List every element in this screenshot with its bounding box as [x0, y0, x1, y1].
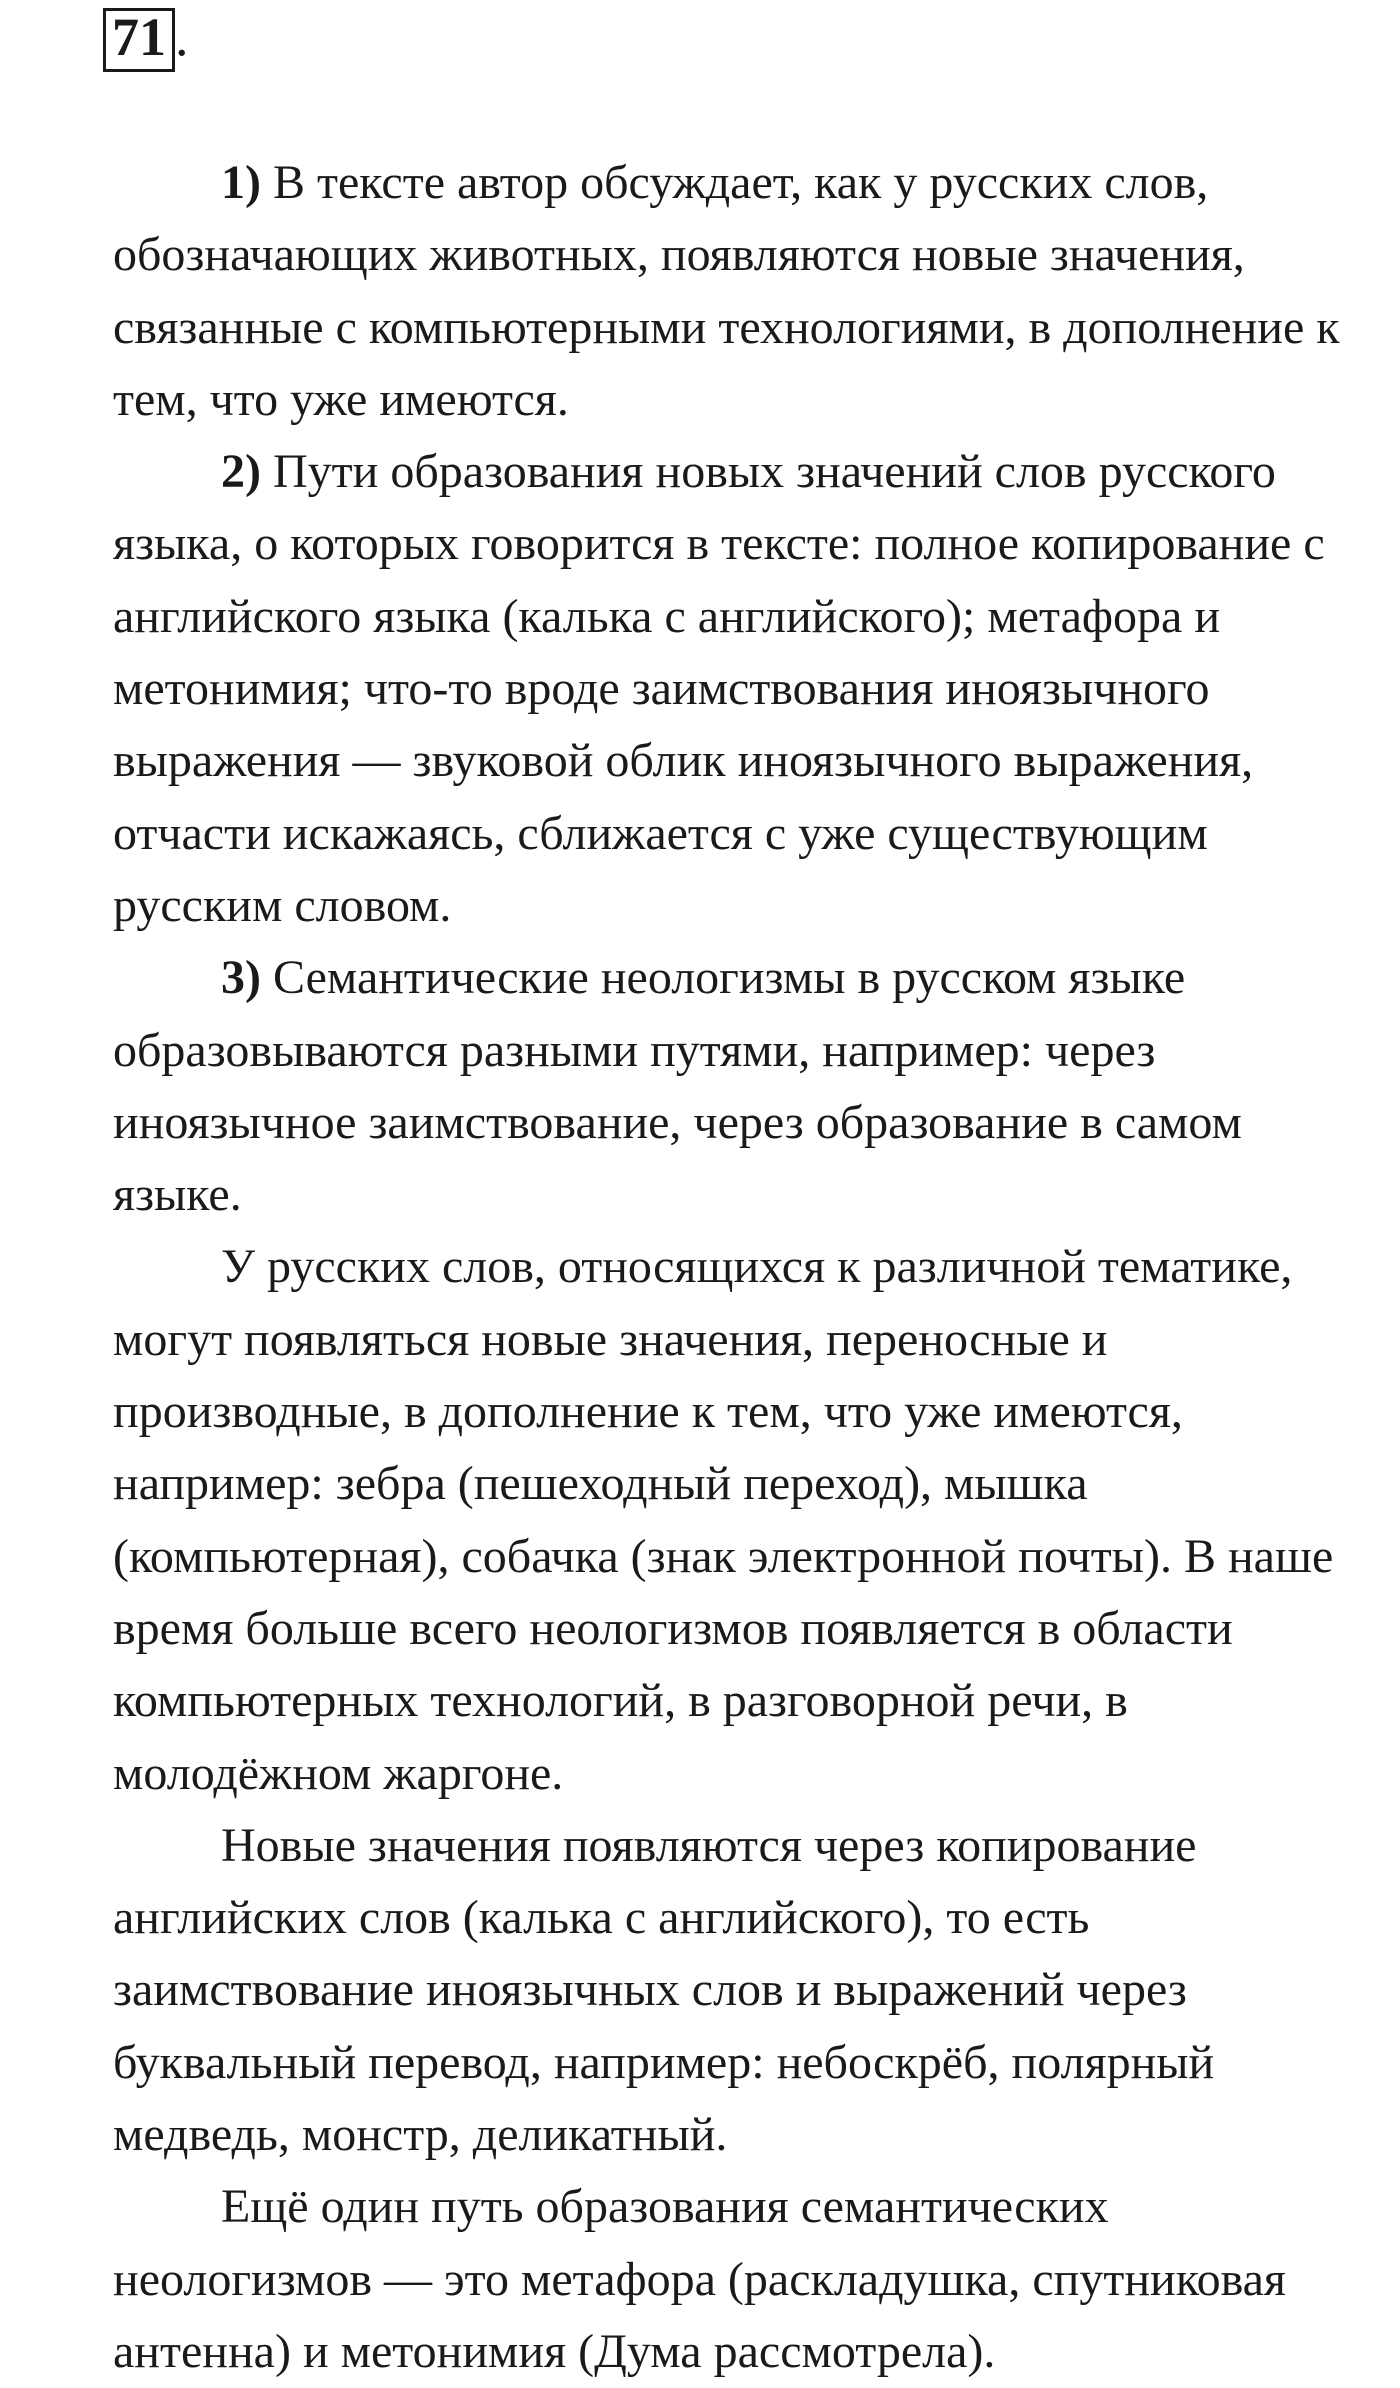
text-line: иноязычное заимствование, через образование в самом: [113, 1095, 1242, 1149]
text-line: время больше всего неологизмов появляется в области: [113, 1601, 1233, 1655]
paragraph-4: [5, 1231, 1400, 1809]
text-line: Новые значения появляются через копирование: [221, 1818, 1197, 1872]
exercise-number: [103, 8, 189, 72]
paragraph-6: [5, 2171, 1400, 2388]
text-line: русским словом.: [113, 878, 452, 932]
text-line: например: зебра (пешеходный переход), мышка: [113, 1457, 1088, 1511]
text-line: 2) Пути образования новых значений слов русского: [221, 445, 1276, 499]
text-line: английских слов (калька с английского), то есть: [113, 1891, 1090, 1945]
text-line: компьютерных технологий, в разговорной речи, в: [113, 1674, 1128, 1728]
item-marker: 2): [221, 445, 261, 499]
text-line: 1) В тексте автор обсуждает, как у русских слов,: [221, 156, 1209, 209]
text-line: обозначающих животных, появляются новые значения,: [113, 228, 1245, 282]
paragraph-1: [5, 147, 1400, 436]
text-line: языка, о которых говорится в тексте: полное копирование с: [113, 517, 1325, 571]
text-line: У русских слов, относящихся к различной тематике,: [221, 1240, 1293, 1294]
text-line: (компьютерная), собачка (знак электронной почты). В наше: [113, 1529, 1334, 1583]
text-line: метонимия; что-то вроде заимствования иноязычного: [113, 662, 1210, 716]
text-line: могут появляться новые значения, переносные и: [113, 1312, 1108, 1366]
text-line: связанные с компьютерными технологиями, в дополнение к: [113, 300, 1340, 354]
exercise-number-dot: .: [175, 7, 189, 67]
text-line: буквальный перевод, например: небоскрёб, полярный: [113, 2035, 1215, 2089]
text-line: образовываются разными путями, например: через: [113, 1023, 1156, 1077]
text-line: тем, что уже имеются.: [113, 372, 569, 426]
text-line: неологизмов — это метафора (раскладушка, спутниковая: [113, 2252, 1286, 2306]
paragraph-2: [5, 436, 1400, 942]
text-line: Ещё один путь образования семантических: [221, 2180, 1109, 2234]
text-line: английского языка (калька с английского); метафора и: [113, 589, 1220, 643]
item-marker: 1): [221, 156, 261, 209]
paragraph-5: [5, 1810, 1400, 2171]
text-line: производные, в дополнение к тем, что уже имеются,: [113, 1385, 1183, 1439]
text-line: антенна) и метонимия (Дума рассмотрела).: [113, 2324, 996, 2378]
answer-text: [5, 147, 1400, 2388]
text-line: медведь, монстр, деликатный.: [113, 2108, 728, 2162]
text-line: отчасти искажаясь, сближается с уже существующим: [113, 806, 1208, 860]
text-line: заимствование иноязычных слов и выражений через: [113, 1963, 1187, 2017]
exercise-number-box: 71: [103, 8, 175, 72]
text-line: выражения — звуковой облик иноязычного выражения,: [113, 734, 1254, 788]
item-marker: 3): [221, 951, 261, 1005]
text-line: молодёжном жаргоне.: [113, 1746, 564, 1800]
paragraph-3: [5, 942, 1400, 1231]
text-line: языке.: [113, 1168, 242, 1222]
text-line: 3) Семантические неологизмы в русском языке: [221, 951, 1186, 1005]
